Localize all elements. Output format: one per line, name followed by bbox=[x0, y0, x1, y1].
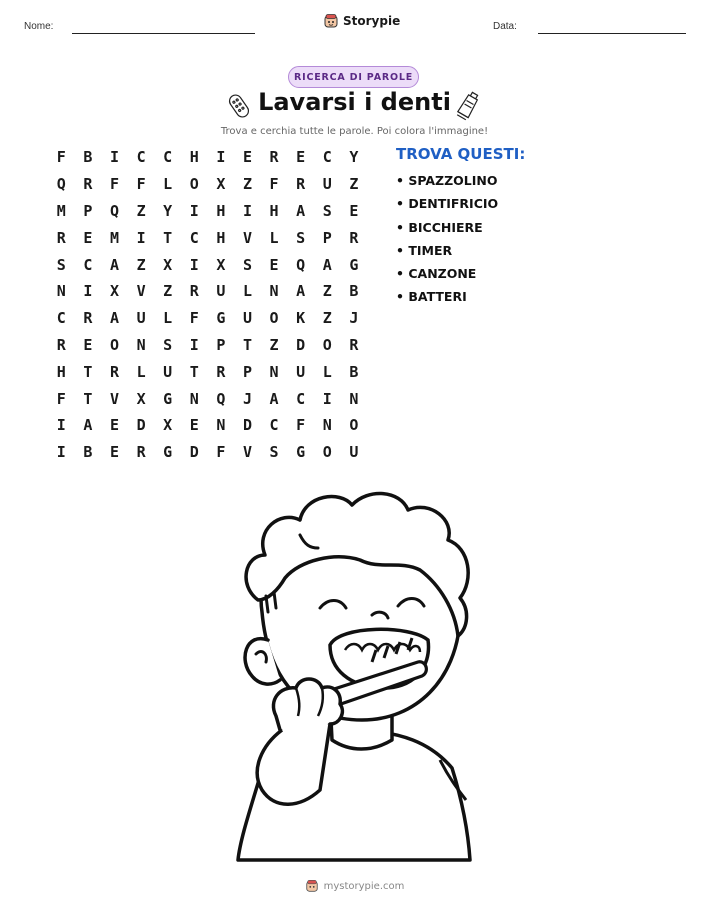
grid-cell[interactable]: I bbox=[109, 148, 119, 167]
grid-cell[interactable]: C bbox=[269, 416, 279, 435]
grid-cell[interactable]: N bbox=[189, 389, 199, 408]
grid-cell[interactable]: C bbox=[56, 309, 66, 328]
grid-cell[interactable]: V bbox=[109, 389, 119, 408]
grid-cell[interactable]: N bbox=[216, 416, 226, 435]
grid-row bbox=[48, 439, 368, 466]
grid-cell[interactable]: T bbox=[189, 362, 199, 381]
grid-cell[interactable]: Z bbox=[163, 282, 173, 301]
grid-cell[interactable]: Y bbox=[349, 148, 359, 167]
grid-cell[interactable]: O bbox=[189, 175, 199, 194]
grid-cell[interactable]: E bbox=[83, 228, 93, 247]
activity-badge: RICERCA DI PAROLE bbox=[288, 66, 419, 88]
grid-cell[interactable]: R bbox=[83, 309, 93, 328]
grid-cell[interactable]: F bbox=[109, 175, 119, 194]
grid-cell[interactable]: M bbox=[56, 201, 66, 220]
grid-cell[interactable]: C bbox=[83, 255, 93, 274]
storypie-mascot-icon bbox=[323, 13, 339, 29]
grid-cell[interactable]: D bbox=[242, 416, 252, 435]
grid-cell[interactable]: T bbox=[83, 389, 93, 408]
grid-cell[interactable]: F bbox=[216, 443, 226, 462]
grid-cell[interactable]: X bbox=[216, 255, 226, 274]
grid-cell[interactable]: U bbox=[242, 309, 252, 328]
grid-cell[interactable]: B bbox=[83, 443, 93, 462]
grid-cell[interactable]: I bbox=[189, 201, 199, 220]
grid-cell[interactable]: Q bbox=[56, 175, 66, 194]
grid-cell[interactable]: J bbox=[349, 309, 359, 328]
grid-cell[interactable]: K bbox=[296, 309, 306, 328]
grid-cell[interactable]: I bbox=[56, 443, 66, 462]
grid-cell[interactable]: A bbox=[83, 416, 93, 435]
grid-row bbox=[48, 171, 368, 198]
grid-cell[interactable]: V bbox=[242, 228, 252, 247]
grid-cell[interactable]: S bbox=[56, 255, 66, 274]
word-list bbox=[396, 172, 498, 312]
grid-cell[interactable]: D bbox=[136, 416, 146, 435]
grid-cell[interactable]: F bbox=[296, 416, 306, 435]
name-label: Nome: bbox=[24, 21, 54, 32]
grid-cell[interactable]: F bbox=[189, 309, 199, 328]
grid-cell[interactable]: X bbox=[136, 389, 146, 408]
grid-cell[interactable]: H bbox=[216, 201, 226, 220]
grid-cell[interactable]: F bbox=[269, 175, 279, 194]
grid-cell[interactable]: C bbox=[189, 228, 199, 247]
grid-cell[interactable]: H bbox=[56, 362, 66, 381]
grid-cell[interactable]: O bbox=[322, 443, 332, 462]
grid-cell[interactable]: C bbox=[296, 389, 306, 408]
grid-row bbox=[48, 278, 368, 305]
grid-cell[interactable]: E bbox=[189, 416, 199, 435]
grid-cell[interactable]: O bbox=[109, 335, 119, 354]
brand-name: Storypie bbox=[343, 14, 401, 28]
grid-cell[interactable]: H bbox=[216, 228, 226, 247]
grid-cell[interactable]: L bbox=[269, 228, 279, 247]
word-item: • BICCHIERE bbox=[396, 219, 483, 235]
grid-cell[interactable]: U bbox=[322, 175, 332, 194]
grid-cell[interactable]: C bbox=[163, 148, 173, 167]
brand-logo bbox=[323, 13, 400, 29]
grid-cell[interactable]: O bbox=[269, 309, 279, 328]
grid-cell[interactable]: R bbox=[109, 362, 119, 381]
grid-cell[interactable]: R bbox=[189, 282, 199, 301]
grid-cell[interactable]: G bbox=[296, 443, 306, 462]
word-item: • DENTIFRICIO bbox=[396, 196, 499, 212]
grid-cell[interactable]: L bbox=[163, 175, 173, 194]
grid-cell[interactable]: R bbox=[349, 228, 359, 247]
grid-cell[interactable]: E bbox=[349, 201, 359, 220]
grid-cell[interactable]: M bbox=[109, 228, 119, 247]
grid-cell[interactable]: X bbox=[109, 282, 119, 301]
grid-cell[interactable]: T bbox=[83, 362, 93, 381]
grid-cell[interactable]: B bbox=[349, 362, 359, 381]
grid-cell[interactable]: X bbox=[163, 416, 173, 435]
grid-cell[interactable]: P bbox=[242, 362, 252, 381]
grid-cell[interactable]: G bbox=[163, 389, 173, 408]
grid-cell[interactable]: C bbox=[322, 148, 332, 167]
grid-cell[interactable]: N bbox=[136, 335, 146, 354]
grid-cell[interactable]: F bbox=[136, 175, 146, 194]
grid-cell[interactable]: E bbox=[269, 255, 279, 274]
grid-cell[interactable]: S bbox=[296, 228, 306, 247]
grid-cell[interactable]: Z bbox=[269, 335, 279, 354]
grid-cell[interactable]: A bbox=[269, 389, 279, 408]
grid-cell[interactable]: R bbox=[56, 228, 66, 247]
grid-cell[interactable]: P bbox=[83, 201, 93, 220]
grid-cell[interactable]: A bbox=[296, 282, 306, 301]
grid-row bbox=[48, 251, 368, 278]
word-list-title: TROVA QUESTI: bbox=[396, 145, 526, 163]
grid-cell[interactable]: R bbox=[83, 175, 93, 194]
grid-cell[interactable]: D bbox=[296, 335, 306, 354]
word-search-grid bbox=[48, 144, 368, 466]
grid-cell[interactable]: T bbox=[242, 335, 252, 354]
grid-cell[interactable]: L bbox=[322, 362, 332, 381]
grid-cell[interactable]: D bbox=[189, 443, 199, 462]
grid-cell[interactable]: Z bbox=[136, 255, 146, 274]
grid-cell[interactable]: I bbox=[189, 255, 199, 274]
boy-brushing-teeth-illustration[interactable] bbox=[225, 488, 475, 863]
grid-cell[interactable]: Q bbox=[109, 201, 119, 220]
grid-cell[interactable]: S bbox=[322, 201, 332, 220]
grid-cell[interactable]: R bbox=[349, 335, 359, 354]
grid-cell[interactable]: G bbox=[163, 443, 173, 462]
grid-cell[interactable]: Q bbox=[296, 255, 306, 274]
grid-cell[interactable]: N bbox=[269, 282, 279, 301]
grid-row bbox=[48, 332, 368, 359]
grid-cell[interactable]: F bbox=[56, 148, 66, 167]
grid-cell[interactable]: S bbox=[242, 255, 252, 274]
grid-cell[interactable]: F bbox=[56, 389, 66, 408]
grid-cell[interactable]: I bbox=[189, 335, 199, 354]
grid-cell[interactable]: E bbox=[83, 335, 93, 354]
storypie-mascot-icon bbox=[305, 879, 319, 893]
grid-row bbox=[48, 385, 368, 412]
grid-cell[interactable]: Z bbox=[322, 282, 332, 301]
grid-cell[interactable]: R bbox=[56, 335, 66, 354]
grid-cell[interactable]: I bbox=[242, 201, 252, 220]
grid-cell[interactable]: Z bbox=[349, 175, 359, 194]
grid-cell[interactable]: L bbox=[242, 282, 252, 301]
grid-cell[interactable]: U bbox=[136, 309, 146, 328]
date-label: Data: bbox=[493, 21, 517, 32]
date-line[interactable] bbox=[538, 33, 686, 34]
grid-cell[interactable]: U bbox=[349, 443, 359, 462]
grid-cell[interactable]: J bbox=[242, 389, 252, 408]
word-item: • TIMER bbox=[396, 242, 453, 258]
grid-cell[interactable]: V bbox=[242, 443, 252, 462]
grid-row bbox=[48, 144, 368, 171]
grid-cell[interactable]: U bbox=[296, 362, 306, 381]
grid-cell[interactable]: L bbox=[136, 362, 146, 381]
grid-cell[interactable]: N bbox=[322, 416, 332, 435]
grid-cell[interactable]: Z bbox=[136, 201, 146, 220]
grid-cell[interactable]: L bbox=[163, 309, 173, 328]
grid-cell[interactable]: P bbox=[322, 228, 332, 247]
grid-cell[interactable]: E bbox=[242, 148, 252, 167]
page-title: Lavarsi i denti bbox=[258, 88, 451, 116]
grid-cell[interactable]: Z bbox=[242, 175, 252, 194]
word-item: • SPAZZOLINO bbox=[396, 173, 498, 188]
grid-cell[interactable]: C bbox=[136, 148, 146, 167]
grid-row bbox=[48, 305, 368, 332]
grid-cell[interactable]: U bbox=[163, 362, 173, 381]
grid-cell[interactable]: U bbox=[216, 282, 226, 301]
grid-cell[interactable]: A bbox=[296, 201, 306, 220]
grid-cell[interactable]: I bbox=[83, 282, 93, 301]
grid-cell[interactable]: O bbox=[322, 335, 332, 354]
grid-cell[interactable]: E bbox=[109, 443, 119, 462]
grid-cell[interactable]: E bbox=[296, 148, 306, 167]
grid-cell[interactable]: B bbox=[83, 148, 93, 167]
grid-cell[interactable]: R bbox=[136, 443, 146, 462]
grid-cell[interactable]: N bbox=[56, 282, 66, 301]
grid-cell[interactable]: A bbox=[322, 255, 332, 274]
grid-row bbox=[48, 224, 368, 251]
grid-cell[interactable]: A bbox=[109, 309, 119, 328]
grid-cell[interactable]: O bbox=[349, 416, 359, 435]
grid-row bbox=[48, 412, 368, 439]
grid-cell[interactable]: Q bbox=[216, 389, 226, 408]
grid-cell[interactable]: Z bbox=[322, 309, 332, 328]
grid-cell[interactable]: V bbox=[136, 282, 146, 301]
grid-cell[interactable]: H bbox=[189, 148, 199, 167]
grid-cell[interactable]: B bbox=[349, 282, 359, 301]
grid-cell[interactable]: I bbox=[136, 228, 146, 247]
grid-cell[interactable]: G bbox=[216, 309, 226, 328]
grid-cell[interactable]: Y bbox=[163, 201, 173, 220]
footer bbox=[0, 879, 709, 893]
footer-site[interactable]: mystorypie.com bbox=[323, 880, 405, 892]
grid-cell[interactable]: R bbox=[296, 175, 306, 194]
grid-cell[interactable]: P bbox=[216, 335, 226, 354]
grid-cell[interactable]: R bbox=[216, 362, 226, 381]
grid-cell[interactable]: G bbox=[349, 255, 359, 274]
grid-cell[interactable]: S bbox=[269, 443, 279, 462]
grid-row bbox=[48, 358, 368, 385]
grid-cell[interactable]: X bbox=[216, 175, 226, 194]
grid-cell[interactable]: A bbox=[109, 255, 119, 274]
name-line[interactable] bbox=[72, 33, 255, 34]
grid-cell[interactable]: N bbox=[349, 389, 359, 408]
grid-cell[interactable]: X bbox=[163, 255, 173, 274]
grid-cell[interactable]: R bbox=[269, 148, 279, 167]
grid-cell[interactable]: T bbox=[163, 228, 173, 247]
grid-cell[interactable]: E bbox=[109, 416, 119, 435]
word-item: • BATTERI bbox=[396, 289, 467, 305]
instructions: Trova e cerchia tutte le parole. Poi colora l'immagine! bbox=[220, 126, 489, 137]
grid-cell[interactable]: S bbox=[163, 335, 173, 354]
grid-cell[interactable]: N bbox=[269, 362, 279, 381]
grid-cell[interactable]: I bbox=[322, 389, 332, 408]
grid-row bbox=[48, 198, 368, 225]
grid-cell[interactable]: I bbox=[216, 148, 226, 167]
grid-cell[interactable]: H bbox=[269, 201, 279, 220]
grid-cell[interactable]: I bbox=[56, 416, 66, 435]
word-item: • CANZONE bbox=[396, 266, 477, 282]
